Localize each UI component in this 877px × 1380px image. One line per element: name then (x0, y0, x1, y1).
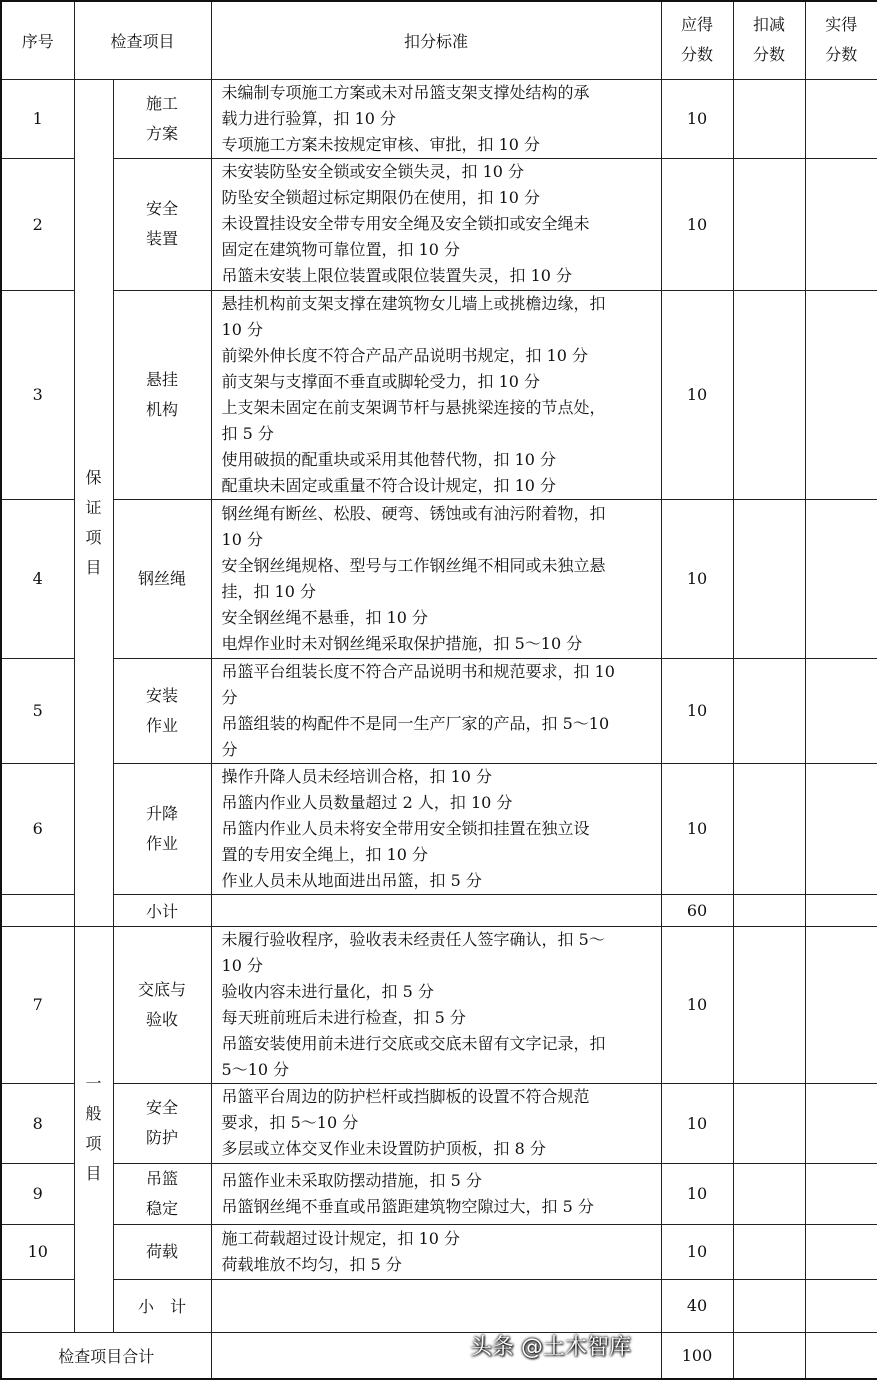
standard-line: 吊篮未安装上限位装置或限位装置失灵，扣 10 分 (221, 266, 573, 285)
row-deduct-score[interactable] (733, 763, 805, 894)
standard-line: 未编制专项施工方案或未对吊篮支架支撑处结构的承 (221, 82, 590, 102)
standard-line: 前支架与支撑面不垂直或脚轮受力，扣 10 分 (221, 371, 541, 391)
row-due-score: 10 (661, 763, 733, 894)
row-deduct-score[interactable] (733, 926, 805, 1083)
standard-line: 安全钢丝绳规格、型号与工作钢丝绳不相同或未独立悬 (221, 555, 606, 575)
standard-line: 吊篮组装的构配件不是同一生产厂家的产品，扣 5～10 (221, 713, 610, 733)
standard-line: 分 (221, 739, 238, 759)
watermark: 头条 @土木智库 (470, 1335, 631, 1360)
header-row (1, 1, 877, 79)
group-char: 保 (85, 467, 102, 487)
standard-line: 配重块未固定或重量不符合设计规定，扣 10 分 (221, 475, 557, 495)
row-actual-score[interactable] (805, 1083, 877, 1163)
row-actual-score[interactable] (805, 1163, 877, 1224)
row-item (113, 1083, 211, 1163)
standard-line: 悬挂机构前支架支撑在建筑物女儿墙上或挑檐边缘，扣 (221, 293, 606, 313)
row-item (113, 158, 211, 290)
subtotal-due: 40 (661, 1279, 733, 1332)
row-deduct-score[interactable] (733, 1083, 805, 1163)
row-item-line: 装置 (146, 229, 179, 248)
subtotal-actual[interactable] (805, 894, 877, 926)
row-item-line: 施工 (146, 93, 179, 113)
standard-line: 扣 5 分 (221, 423, 274, 443)
subtotal-deduct[interactable] (733, 1279, 805, 1332)
row-item-line: 方案 (146, 123, 179, 143)
group-char: 项 (85, 1134, 102, 1153)
row-item (113, 290, 211, 499)
row-standard (211, 1083, 661, 1163)
standard-line: 挂，扣 10 分 (221, 581, 317, 601)
group-char: 般 (85, 1104, 102, 1123)
total-due: 100 (661, 1332, 733, 1379)
table-row (1, 290, 877, 499)
row-seq: 6 (1, 763, 74, 894)
standard-line: 置的专用安全绳上，扣 10 分 (221, 844, 429, 864)
row-seq: 2 (1, 158, 74, 290)
subtotal-due: 60 (661, 894, 733, 926)
header-seq: 序号 (1, 1, 74, 79)
row-deduct-score[interactable] (733, 290, 805, 499)
group-char: 项 (85, 527, 102, 547)
subtotal-standard (211, 894, 661, 926)
row-item-line: 吊篮 (146, 1168, 179, 1188)
standard-line: 固定在建筑物可靠位置，扣 10 分 (221, 240, 461, 259)
standard-line: 未安装防坠安全锁或安全锁失灵，扣 10 分 (221, 162, 525, 181)
row-item-line: 机构 (146, 399, 179, 419)
row-seq: 9 (1, 1163, 74, 1224)
row-standard (211, 1224, 661, 1279)
row-actual-score[interactable] (805, 763, 877, 894)
row-standard (211, 763, 661, 894)
standard-line: 电焊作业时未对钢丝绳采取保护措施，扣 5～10 分 (221, 633, 583, 653)
subtotal-seq (1, 894, 74, 926)
standard-line: 操作升降人员未经培训合格，扣 10 分 (221, 766, 493, 786)
row-actual-score[interactable] (805, 290, 877, 499)
standard-line: 要求，扣 5～10 分 (221, 1113, 359, 1132)
subtotal-row (1, 894, 877, 926)
row-due-score: 10 (661, 926, 733, 1083)
header-deduct-l1: 扣减 (753, 15, 786, 35)
group-char: 目 (85, 1164, 102, 1183)
subtotal-deduct[interactable] (733, 894, 805, 926)
group-general (74, 926, 113, 1332)
table-row (1, 658, 877, 763)
standard-line: 多层或立体交叉作业未设置防护顶板，扣 8 分 (221, 1139, 546, 1158)
header-actual-l2: 分数 (825, 45, 858, 65)
row-deduct-score[interactable] (733, 158, 805, 290)
row-item (113, 499, 211, 658)
row-standard (211, 290, 661, 499)
row-item (113, 926, 211, 1083)
row-actual-score[interactable] (805, 658, 877, 763)
table-row (1, 79, 877, 158)
standard-line: 未履行验收程序，验收表未经责任人签字确认，扣 5～ (221, 929, 605, 949)
table-row (1, 926, 877, 1083)
group-guarantee (74, 79, 113, 926)
row-due-score: 10 (661, 1224, 733, 1279)
standard-line: 钢丝绳有断丝、松股、硬弯、锈蚀或有油污附着物，扣 (221, 503, 606, 523)
row-actual-score[interactable] (805, 79, 877, 158)
row-due-score: 10 (661, 290, 733, 499)
row-item (113, 1224, 211, 1279)
subtotal-label: 小 计 (113, 1279, 211, 1332)
row-seq: 10 (1, 1224, 74, 1279)
standard-line: 未设置挂设安全带专用安全绳及安全锁扣或安全绳未 (221, 214, 590, 233)
standard-line: 10 分 (221, 529, 263, 549)
standard-line: 吊篮内作业人员数量超过 2 人，扣 10 分 (221, 792, 513, 812)
standard-line: 吊篮内作业人员未将安全带用安全锁扣挂置在独立设 (221, 818, 590, 838)
row-actual-score[interactable] (805, 499, 877, 658)
total-label: 检查项目合计 (1, 1332, 211, 1379)
row-deduct-score[interactable] (733, 499, 805, 658)
standard-line: 10 分 (221, 319, 263, 339)
row-item-line: 升降 (146, 803, 179, 823)
row-actual-score[interactable] (805, 926, 877, 1083)
standard-line: 安全钢丝绳不悬垂，扣 10 分 (221, 607, 429, 627)
row-standard (211, 658, 661, 763)
row-item (113, 658, 211, 763)
standard-line: 吊篮安装使用前未进行交底或交底未留有文字记录，扣 (221, 1033, 606, 1053)
group-char: 证 (85, 497, 102, 517)
row-seq: 4 (1, 499, 74, 658)
standard-line: 专项施工方案未按规定审核、审批，扣 10 分 (221, 134, 541, 154)
row-standard (211, 499, 661, 658)
row-deduct-score[interactable] (733, 79, 805, 158)
row-item-line: 作业 (146, 833, 179, 853)
header-actual (805, 1, 877, 79)
standard-line: 分 (221, 687, 238, 707)
row-seq: 3 (1, 290, 74, 499)
row-item-line: 荷载 (146, 1241, 179, 1261)
header-due-l1: 应得 (681, 15, 714, 35)
standard-line: 每天班前班后未进行检查，扣 5 分 (221, 1007, 466, 1027)
table-row (1, 158, 877, 290)
standard-line: 使用破损的配重块或采用其他替代物，扣 10 分 (221, 449, 557, 469)
header-deduct-l2: 分数 (753, 45, 786, 65)
row-seq: 8 (1, 1083, 74, 1163)
row-item-line: 交底与 (138, 979, 187, 999)
header-due (661, 1, 733, 79)
standard-line: 上支架未固定在前支架调节杆与悬挑梁连接的节点处， (221, 397, 606, 417)
group-char: 目 (85, 557, 102, 577)
standard-line: 吊篮作业未采取防摆动措施，扣 5 分 (221, 1170, 482, 1190)
row-actual-score[interactable] (805, 1224, 877, 1279)
row-deduct-score[interactable] (733, 1224, 805, 1279)
standard-line: 载力进行验算，扣 10 分 (221, 108, 397, 128)
table-row (1, 1083, 877, 1163)
row-item (113, 79, 211, 158)
subtotal-label: 小计 (113, 894, 211, 926)
table-row (1, 499, 877, 658)
table-row (1, 1224, 877, 1279)
row-standard (211, 1163, 661, 1224)
row-due-score: 10 (661, 499, 733, 658)
row-item-line: 钢丝绳 (138, 568, 187, 588)
row-item-line: 安装 (146, 685, 179, 705)
standard-line: 吊篮平台组装长度不符合产品说明书和规范要求，扣 10 (221, 661, 615, 681)
standard-line: 作业人员未从地面进出吊篮，扣 5 分 (221, 870, 482, 890)
standard-line: 荷载堆放不均匀，扣 5 分 (221, 1254, 402, 1274)
row-item-line: 安全 (146, 199, 179, 218)
table-row (1, 763, 877, 894)
row-item-line: 作业 (146, 715, 179, 735)
group-char: 一 (85, 1074, 102, 1093)
row-item-line: 稳定 (146, 1198, 179, 1218)
row-seq: 1 (1, 79, 74, 158)
row-due-score: 10 (661, 1163, 733, 1224)
header-item: 检查项目 (74, 1, 211, 79)
standard-line: 10 分 (221, 955, 263, 975)
standard-line: 吊篮钢丝绳不垂直或吊篮距建筑物空隙过大，扣 5 分 (221, 1196, 594, 1216)
row-item-line: 防护 (146, 1128, 179, 1147)
standard-line: 5～10 分 (221, 1059, 290, 1079)
header-due-l2: 分数 (681, 45, 714, 65)
row-due-score: 10 (661, 658, 733, 763)
row-item-line: 安全 (146, 1098, 179, 1117)
row-due-score: 10 (661, 1083, 733, 1163)
row-deduct-score[interactable] (733, 658, 805, 763)
row-due-score: 10 (661, 158, 733, 290)
row-item-line: 验收 (146, 1009, 179, 1029)
row-actual-score[interactable] (805, 158, 877, 290)
row-standard (211, 158, 661, 290)
standard-line: 防坠安全锁超过标定期限仍在使用，扣 10 分 (221, 188, 541, 207)
standard-line: 吊篮平台周边的防护栏杆或挡脚板的设置不符合规范 (221, 1087, 590, 1106)
header-deduct (733, 1, 805, 79)
subtotal-actual[interactable] (805, 1279, 877, 1332)
table-row (1, 1163, 877, 1224)
row-seq: 5 (1, 658, 74, 763)
row-standard (211, 79, 661, 158)
row-item-line: 悬挂 (146, 369, 179, 389)
row-due-score: 10 (661, 79, 733, 158)
header-standard: 扣分标准 (211, 1, 661, 79)
standard-line: 验收内容未进行量化，扣 5 分 (221, 981, 434, 1001)
row-item (113, 1163, 211, 1224)
row-standard (211, 926, 661, 1083)
header-actual-l1: 实得 (825, 15, 858, 35)
subtotal-row (1, 1279, 877, 1332)
row-item (113, 763, 211, 894)
row-deduct-score[interactable] (733, 1163, 805, 1224)
standard-line: 前梁外伸长度不符合产品产品说明书规定，扣 10 分 (221, 345, 589, 365)
subtotal-seq (1, 1279, 74, 1332)
subtotal-standard (211, 1279, 661, 1332)
row-seq: 7 (1, 926, 74, 1083)
standard-line: 施工荷载超过设计规定，扣 10 分 (221, 1228, 461, 1248)
